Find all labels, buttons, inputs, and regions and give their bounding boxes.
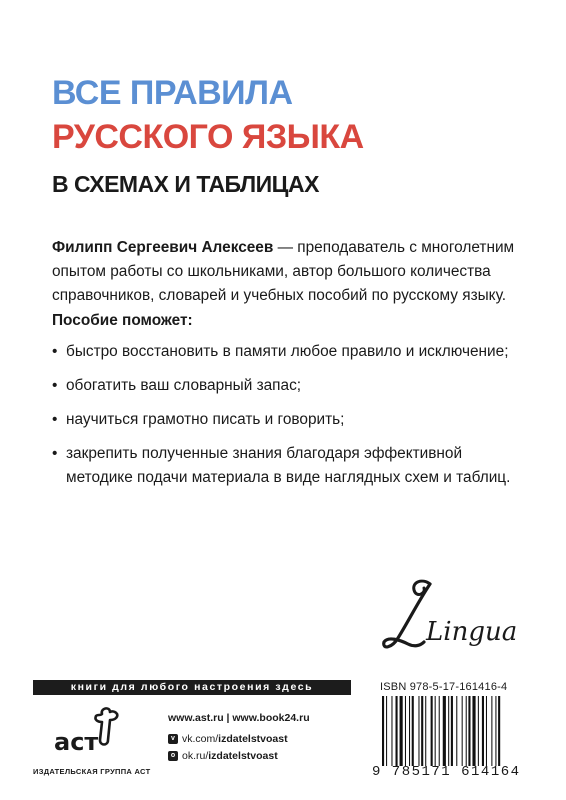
website-links[interactable]: www.ast.ru | www.book24.ru [168, 712, 310, 724]
vk-prefix: vk.com/ [182, 733, 219, 745]
list-item: • быстро восстановить в памяти любое правило и исключение; [52, 340, 532, 364]
ok-link[interactable] [168, 750, 278, 762]
author-description [52, 236, 532, 308]
isbn-label: ISBN 978-5-17-161416-4 [380, 681, 508, 693]
help-title: Пособие поможет: [52, 312, 193, 329]
list-item: • научиться грамотно писать и говорить; [52, 408, 532, 432]
list-item: • обогатить ваш словарный запас; [52, 374, 532, 398]
slogan-strip: книги для любого настроения здесь [33, 680, 351, 695]
ok-prefix: ok.ru/ [182, 750, 209, 762]
ok-handle: izdatelstvoast [208, 750, 278, 762]
title-line-2: РУССКОГО ЯЗЫКА [52, 118, 364, 156]
ast-logo-text: аст [54, 728, 99, 756]
vk-icon: v [168, 734, 178, 744]
title-line-3: В СХЕМАХ И ТАБЛИЦАХ [52, 171, 319, 197]
lingua-logo [378, 578, 518, 658]
barcode-digits: 9 785171 614164 [372, 764, 521, 780]
lingua-logo-text: Lingua [426, 617, 518, 647]
author-name: Филипп Сергеевич Алексеев [52, 239, 274, 256]
ast-logo-icon [52, 706, 132, 758]
ok-icon: o [168, 751, 178, 761]
title-line-1: ВСЕ ПРАВИЛА [52, 74, 293, 112]
vk-handle: izdatelstvoast [218, 733, 288, 745]
publisher-name: ИЗДАТЕЛЬСКАЯ ГРУППА АСТ [33, 767, 151, 776]
list-item: • закрепить полученные знания благодаря эффективной методике подачи материала в виде наглядных схем и таблиц. [52, 442, 532, 490]
benefits-list [52, 340, 532, 500]
barcode-icon [380, 696, 530, 766]
vk-link[interactable] [168, 733, 288, 745]
author-bio: — преподаватель с многолетним опытом работы со школьниками, автор большого количества справочников, словарей и учебных пособий по русскому языку. [52, 239, 515, 304]
